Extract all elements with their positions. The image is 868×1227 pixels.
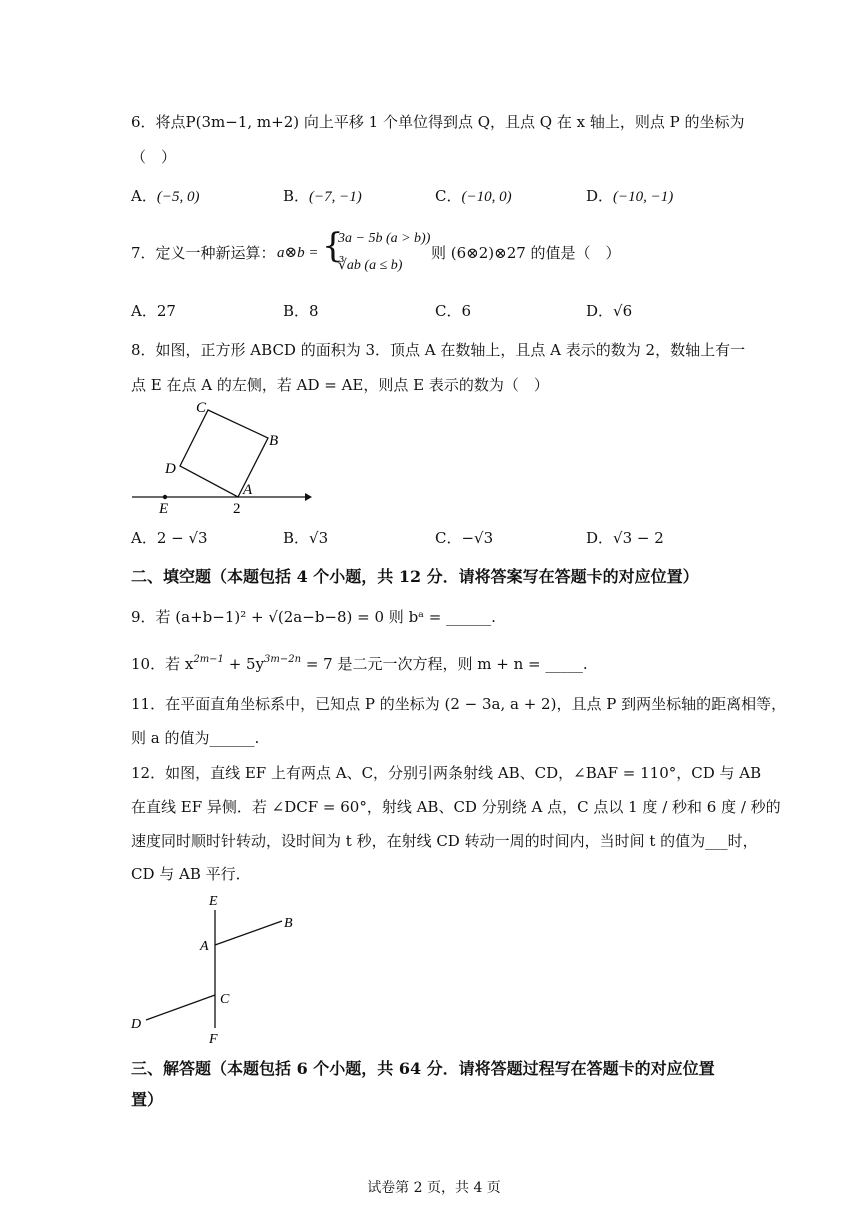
q10-exp1: 2m−1 — [193, 654, 224, 665]
q8-option-d — [586, 531, 664, 546]
q7-option-a-text: 27 — [156, 302, 176, 320]
q12-label-c: C — [220, 992, 230, 1007]
q12-line2: 在直线 EF 异侧．若 ∠DCF = 60°，射线 AB、CD 分别绕 A 点，C 点以 1 度 / 秒和 6 度 / 秒的 — [131, 798, 781, 816]
q7-prefix: 7．定义一种新运算： — [131, 244, 276, 262]
q8-option-c-key: C． — [435, 529, 462, 547]
q6-stem-line1: 6．将点P(3m−1, m+2) 向上平移 1 个单位得到点 Q，且点 Q 在 x 轴上，则点 P 的坐标为 — [131, 113, 745, 131]
q12-ray-cd — [146, 995, 215, 1020]
q6-option-b — [283, 189, 362, 205]
q8-stem-line2: 点 E 在点 A 的左侧，若 AD = AE，则点 E 表示的数为（ ） — [131, 376, 549, 394]
q11-line2: 则 a 的值为______. — [131, 729, 260, 747]
q12-ray-ab — [215, 921, 282, 945]
q12-label-e: E — [209, 894, 218, 909]
q10-post: = 7 是二元一次方程，则 m + n = _____. — [301, 655, 588, 673]
q12-label-a: A — [200, 939, 209, 954]
section-2-heading: 二、填空题（本题包括 4 个小题，共 12 分．请将答案写在答题卡的对应位置） — [131, 567, 699, 586]
q7-option-b-key: B． — [283, 302, 310, 320]
q7-option-c — [435, 304, 471, 319]
q8-label-c: C — [196, 400, 207, 416]
q8-option-a-text: 2 − √3 — [156, 529, 208, 547]
q6-option-c-key: C． — [435, 187, 462, 205]
q7-case1: 3a − 5b (a > b)) — [338, 231, 431, 246]
q12-label-b: B — [284, 916, 293, 931]
q6-stem-line2: （ ） — [131, 148, 177, 166]
q6-option-d-text: (−10, −1) — [613, 189, 674, 205]
q7-suffix: 则 (6⊗2)⊗27 的值是（ ） — [431, 244, 621, 262]
q12-line4: CD 与 AB 平行． — [131, 865, 251, 883]
q10-exp2: 3m−2n — [264, 654, 302, 665]
q12-line3: 速度同时顺时针转动，设时间为 t 秒，在射线 CD 转动一周的时间内，当时间 t 的值为___时， — [131, 832, 758, 850]
q6-option-d-key: D． — [586, 187, 614, 205]
q8-option-d-text: √3 − 2 — [613, 529, 664, 547]
q6-option-a-text: (−5, 0) — [156, 189, 200, 205]
q7-option-d-text: √6 — [613, 302, 633, 320]
q6-option-b-key: B． — [283, 187, 310, 205]
q10-mid: + 5y — [223, 655, 265, 673]
q12-label-d: D — [131, 1017, 142, 1032]
q6-option-c-text: (−10, 0) — [461, 189, 512, 205]
q7-option-c-text: 6 — [461, 302, 472, 320]
q6-option-c — [435, 189, 512, 205]
q12-line1: 12．如图，直线 EF 上有两点 A、C，分别引两条射线 AB、CD，∠BAF = 110°，CD 与 AB — [131, 764, 762, 782]
q7-option-a-key: A． — [131, 302, 157, 320]
section-3-heading-line1: 三、解答题（本题包括 6 个小题，共 64 分．请将答题过程写在答题卡的对应位置 — [131, 1059, 715, 1078]
q10-pre: 10．若 x — [131, 655, 194, 673]
q8-option-c-text: −√3 — [461, 529, 494, 547]
q7-lhs: a⊗b = — [277, 245, 319, 261]
q8-axis-arrow — [305, 493, 312, 501]
q8-option-b — [283, 531, 328, 546]
q8-option-b-key: B． — [283, 529, 310, 547]
section-3-heading-line2: 置） — [131, 1090, 164, 1109]
page-footer: 试卷第 2 页，共 4 页 — [367, 1180, 501, 1196]
q8-option-a — [131, 531, 208, 546]
q8-label-e: E — [159, 501, 169, 517]
q6-option-a-key: A． — [131, 187, 157, 205]
q9: 9．若 (a+b−1)² + √(2a−b−8) = 0 则 bᵃ = ______. — [131, 608, 496, 626]
q8-label-b: B — [269, 433, 279, 449]
q8-option-a-key: A． — [131, 529, 157, 547]
q7-option-d — [586, 304, 632, 319]
q7-case2: ∛ab (a ≤ b) — [338, 258, 403, 273]
q8-option-d-key: D． — [586, 529, 614, 547]
q12-label-f: F — [209, 1032, 218, 1047]
q7-option-c-key: C． — [435, 302, 462, 320]
q8-label-d: D — [165, 461, 176, 477]
q8-label-2: 2 — [233, 501, 241, 517]
q10 — [131, 655, 588, 672]
q7-option-b — [283, 304, 319, 319]
q11-line1: 11．在平面直角坐标系中，已知点 P 的坐标为 (2 − 3a, a + 2)，且点 P 到两坐标轴的距离相等， — [131, 695, 787, 713]
q12-ray-figure — [120, 885, 310, 1050]
q8-option-b-text: √3 — [309, 529, 329, 547]
q8-label-a: A — [243, 482, 253, 498]
q8-stem-line1: 8．如图，正方形 ABCD 的面积为 3．顶点 A 在数轴上，且点 A 表示的数为 2，数轴上有一 — [131, 341, 746, 359]
q6-option-a — [131, 189, 199, 205]
q8-square-figure — [120, 395, 330, 520]
q7-brace: { — [322, 226, 344, 266]
q7-option-a — [131, 304, 176, 319]
q7-option-b-text: 8 — [309, 302, 319, 320]
q6-option-b-text: (−7, −1) — [309, 189, 362, 205]
q6-option-d — [586, 189, 673, 205]
q8-point-e-dot — [163, 495, 167, 499]
q8-option-c — [435, 531, 493, 546]
q7-option-d-key: D． — [586, 302, 614, 320]
q8-square — [180, 410, 268, 497]
